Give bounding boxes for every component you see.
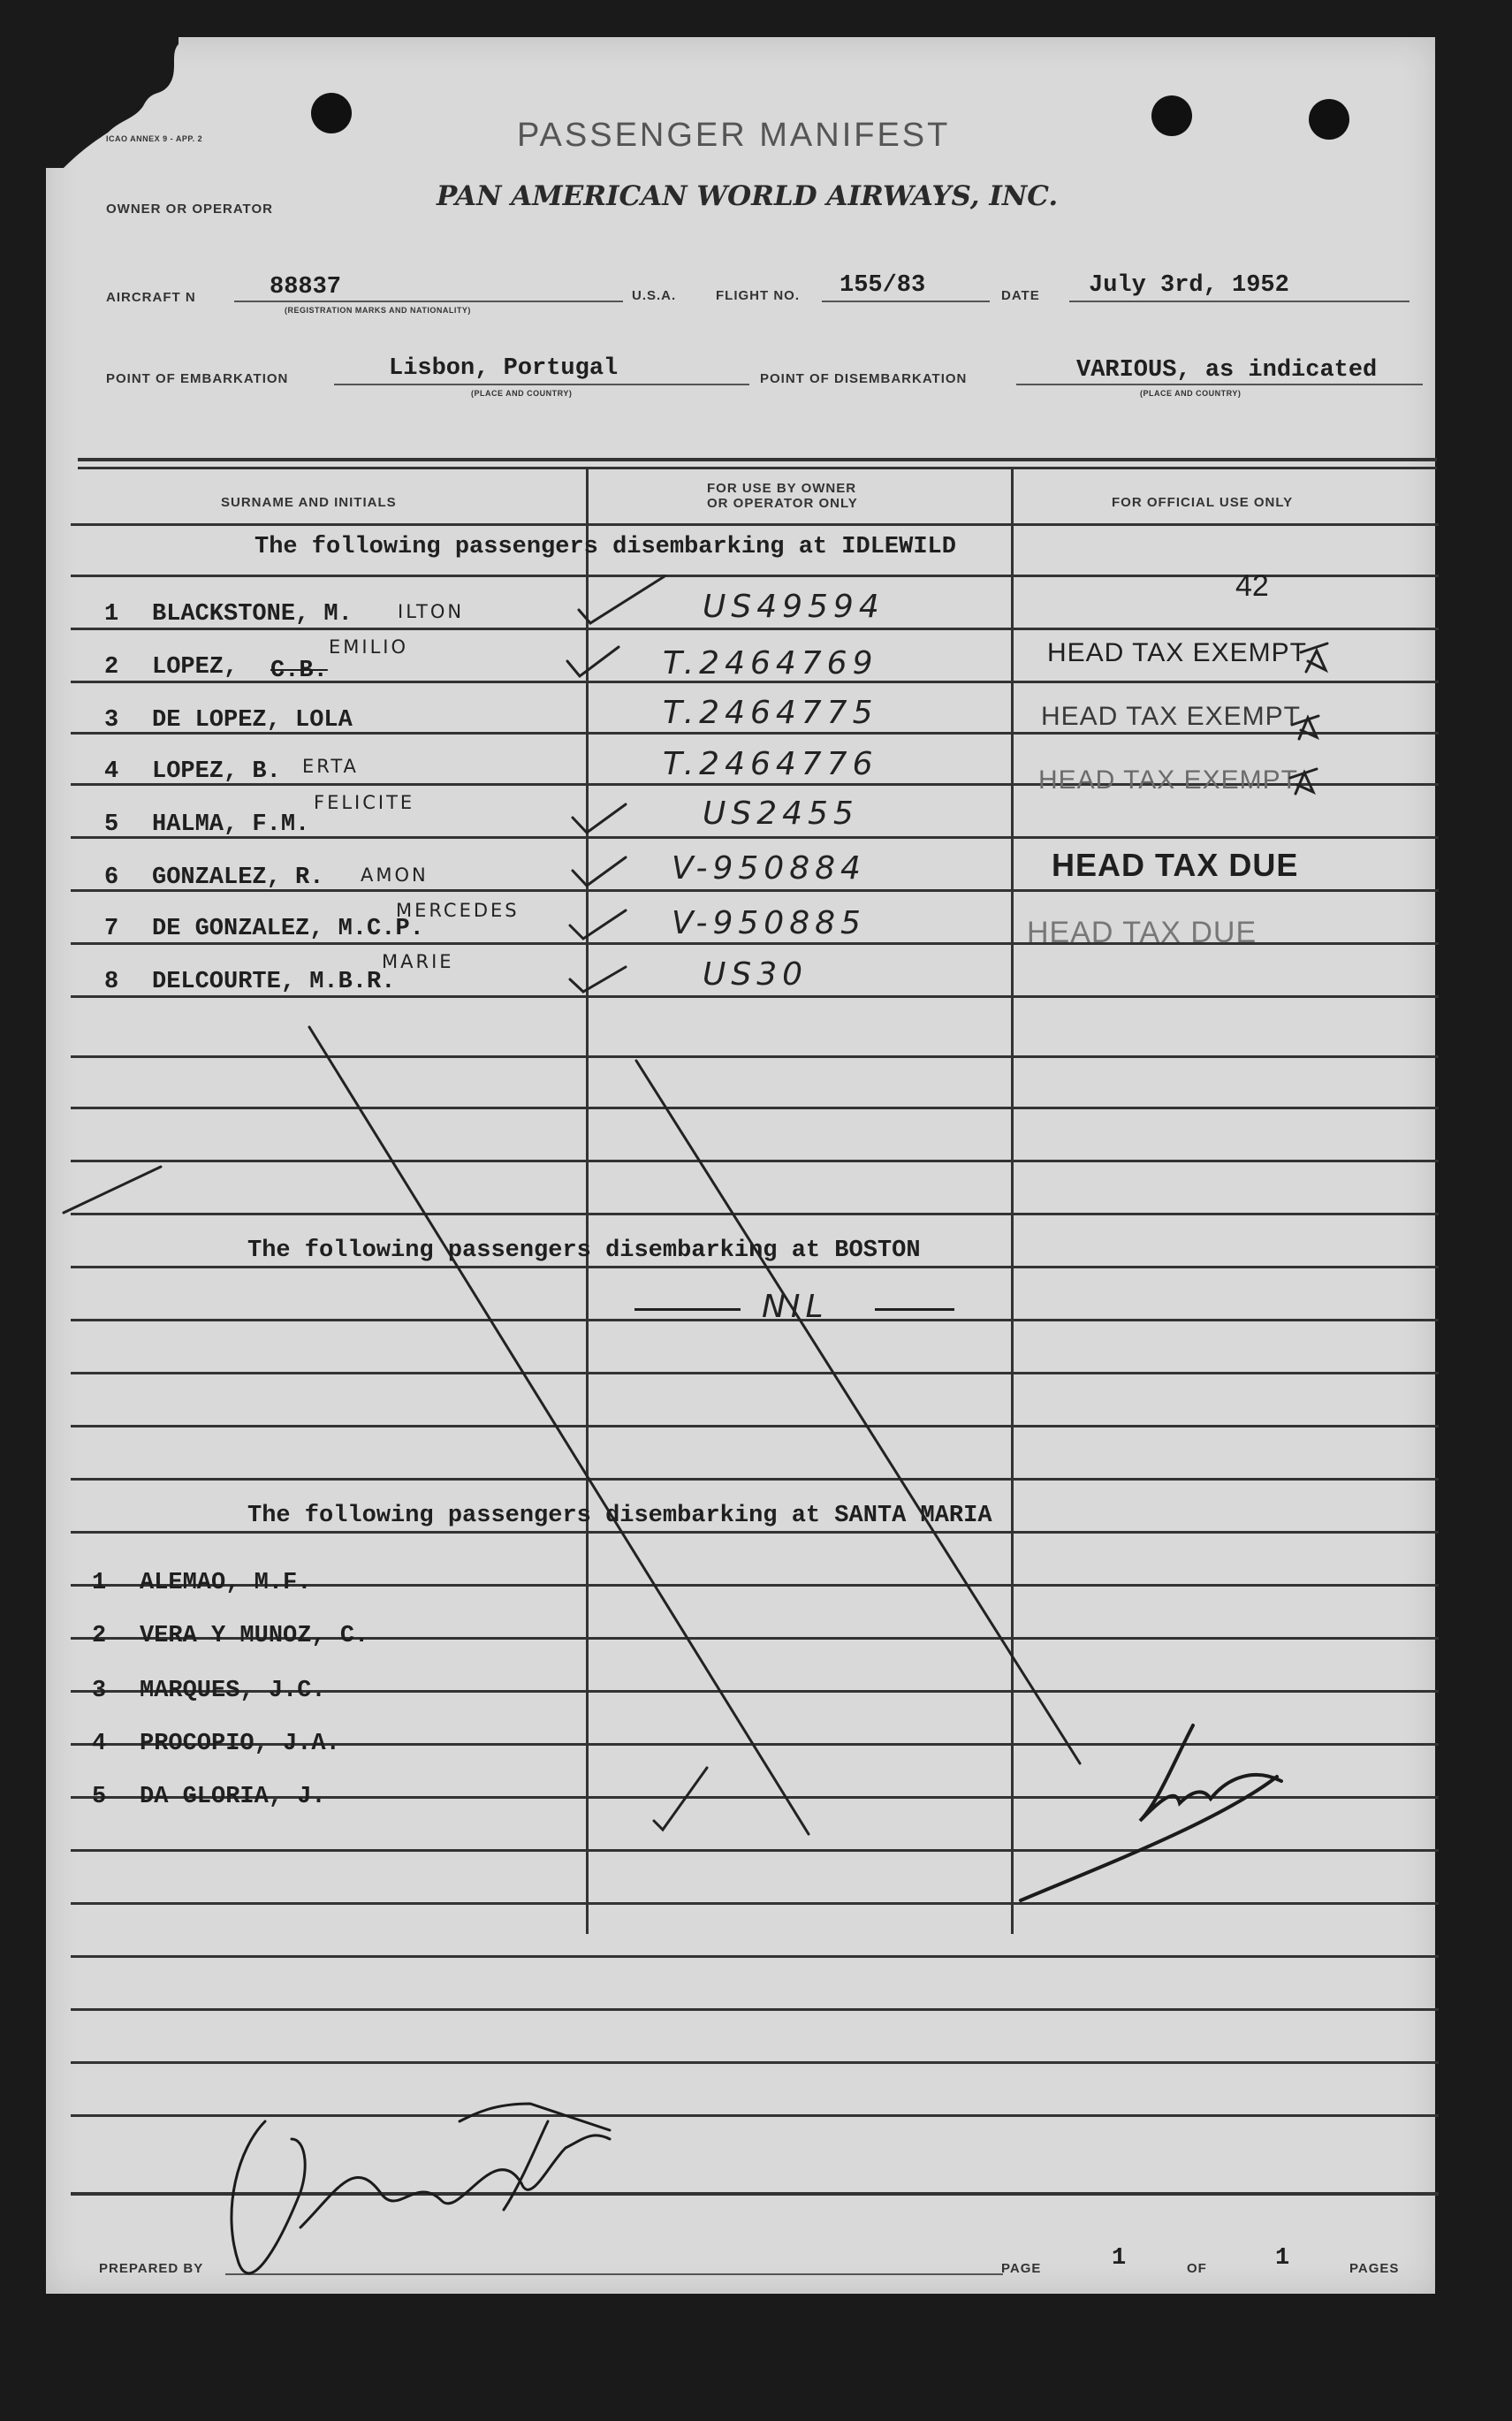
passport-number: V-950884 [672, 850, 866, 887]
section-heading-santa-maria: The following passengers disembarking at SANTA MARIA [247, 1503, 992, 1529]
icao-reference: ICAO ANNEX 9 - APP. 2 [106, 134, 203, 143]
disembark-label: POINT OF DISEMBARKATION [760, 371, 968, 386]
check-mark [567, 647, 619, 676]
aircraft-note: (REGISTRATION MARKS AND NATIONALITY) [285, 306, 471, 315]
total-pages: 1 [1275, 2245, 1290, 2272]
disembark-note: (PLACE AND COUNTRY) [1140, 389, 1242, 398]
passport-number: T.2464776 [663, 746, 878, 782]
passenger-number: 2 [104, 654, 119, 681]
check-mark [570, 967, 626, 992]
pages-label: PAGES [1349, 2261, 1400, 2276]
nil-entry: NIL [762, 1289, 829, 1325]
passport-number: US30 [703, 956, 809, 993]
of-label: OF [1187, 2261, 1207, 2276]
usa-label: U.S.A. [632, 288, 677, 303]
check-mark [573, 804, 626, 833]
passenger-name: DA GLORIA, J. [140, 1784, 326, 1810]
owner-value: PAN AMERICAN WORLD AIRWAYS, INC. [437, 180, 1059, 212]
page-title: PASSENGER MANIFEST [517, 117, 951, 154]
passenger-name: PROCOPIO, J.A. [140, 1731, 340, 1757]
passenger-name: BLACKSTONE, M. [152, 601, 353, 628]
official-signature [1021, 1725, 1281, 1900]
flight-label: FLIGHT NO. [716, 288, 800, 303]
passenger-name: ALEMAO, M.F. [140, 1570, 312, 1596]
struck-initials: C.B. [270, 658, 328, 684]
passenger-number: 4 [104, 758, 119, 785]
dash-mark [64, 1167, 161, 1213]
prepared-by-label: PREPARED BY [99, 2261, 204, 2276]
passport-number: V-950885 [672, 905, 866, 941]
section-heading-boston: The following passengers disembarking at BOSTON [247, 1237, 921, 1264]
passenger-name: DE GONZALEZ, M.C.P. [152, 916, 424, 942]
passenger-number: 4 [92, 1731, 107, 1757]
passenger-number: 8 [104, 969, 119, 995]
passenger-name: VERA Y MUNOZ, C. [140, 1623, 369, 1649]
passenger-name-handwritten: EMILIO [329, 636, 409, 658]
passenger-number: 7 [104, 916, 119, 942]
passenger-number: 1 [92, 1570, 107, 1596]
passenger-number: 3 [92, 1678, 107, 1704]
asterisk-mark [1292, 716, 1318, 739]
passenger-number: 5 [92, 1784, 107, 1810]
passenger-name-handwritten: MARIE [382, 951, 454, 972]
passenger-name: LOPEZ, [152, 654, 239, 681]
passenger-name: DELCOURTE, M.B.R. [152, 969, 396, 995]
section-heading-idlewild: The following passengers disembarking at IDLEWILD [255, 534, 956, 560]
embark-label: POINT OF EMBARKATION [106, 371, 289, 386]
passenger-name: HALMA, F.M. [152, 811, 310, 838]
official-count: 42 [1235, 569, 1269, 603]
passenger-name-handwritten: AMON [361, 864, 429, 886]
strike-line [636, 1061, 1080, 1763]
passenger-name: GONZALEZ, R. [152, 864, 324, 891]
column-header-official: FOR OFFICIAL USE ONLY [1112, 495, 1294, 510]
aircraft-label: AIRCRAFT N [106, 290, 196, 305]
date-label: DATE [1001, 288, 1040, 303]
asterisk-mark [1301, 643, 1327, 672]
passenger-number: 5 [104, 811, 119, 838]
official-stamp: HEAD TAX DUE [1027, 916, 1257, 949]
check-mark [573, 857, 626, 886]
passenger-name-handwritten: ERTA [302, 756, 359, 777]
embark-note: (PLACE AND COUNTRY) [471, 389, 573, 398]
check-mark [570, 910, 626, 939]
passport-number: US2455 [703, 796, 859, 832]
passenger-name: DE LOPEZ, LOLA [152, 707, 353, 734]
passport-number: T.2464769 [663, 645, 878, 681]
check-mark [654, 1768, 707, 1830]
official-stamp: HEAD TAX EXEMPT [1041, 702, 1301, 731]
check-mark [579, 576, 665, 623]
passenger-name-handwritten: ILTON [398, 601, 465, 622]
column-header-owner-2: OR OPERATOR ONLY [707, 496, 858, 511]
passenger-name-handwritten: FELICITE [314, 792, 415, 813]
disembark-value: VARIOUS, as indicated [1076, 357, 1378, 384]
preparer-signature [232, 2104, 610, 2273]
passenger-number: 6 [104, 864, 119, 891]
official-stamp: HEAD TAX EXEMPT [1047, 638, 1307, 667]
official-stamp: HEAD TAX EXEMPT [1038, 765, 1298, 795]
flight-value: 155/83 [840, 272, 926, 299]
passport-number: US49594 [703, 589, 885, 625]
passenger-name: LOPEZ, B. [152, 758, 281, 785]
embark-value: Lisbon, Portugal [389, 355, 619, 382]
strike-line [309, 1027, 809, 1834]
date-value: July 3rd, 1952 [1089, 272, 1289, 299]
page-label: PAGE [1001, 2261, 1042, 2276]
official-stamp: HEAD TAX DUE [1052, 847, 1299, 883]
aircraft-value: 88837 [270, 274, 342, 301]
owner-label: OWNER OR OPERATOR [106, 202, 273, 217]
passenger-number: 3 [104, 707, 119, 734]
column-header-name: SURNAME AND INITIALS [221, 495, 397, 510]
column-header-owner-1: FOR USE BY OWNER [707, 481, 857, 496]
passenger-number: 2 [92, 1623, 107, 1649]
page-number: 1 [1112, 2245, 1127, 2272]
passenger-name: MARQUES, J.C. [140, 1678, 326, 1704]
passenger-name-handwritten: MERCEDES [396, 900, 520, 921]
passenger-number: 1 [104, 601, 119, 628]
passport-number: T.2464775 [663, 695, 878, 731]
asterisk-mark [1290, 769, 1317, 794]
